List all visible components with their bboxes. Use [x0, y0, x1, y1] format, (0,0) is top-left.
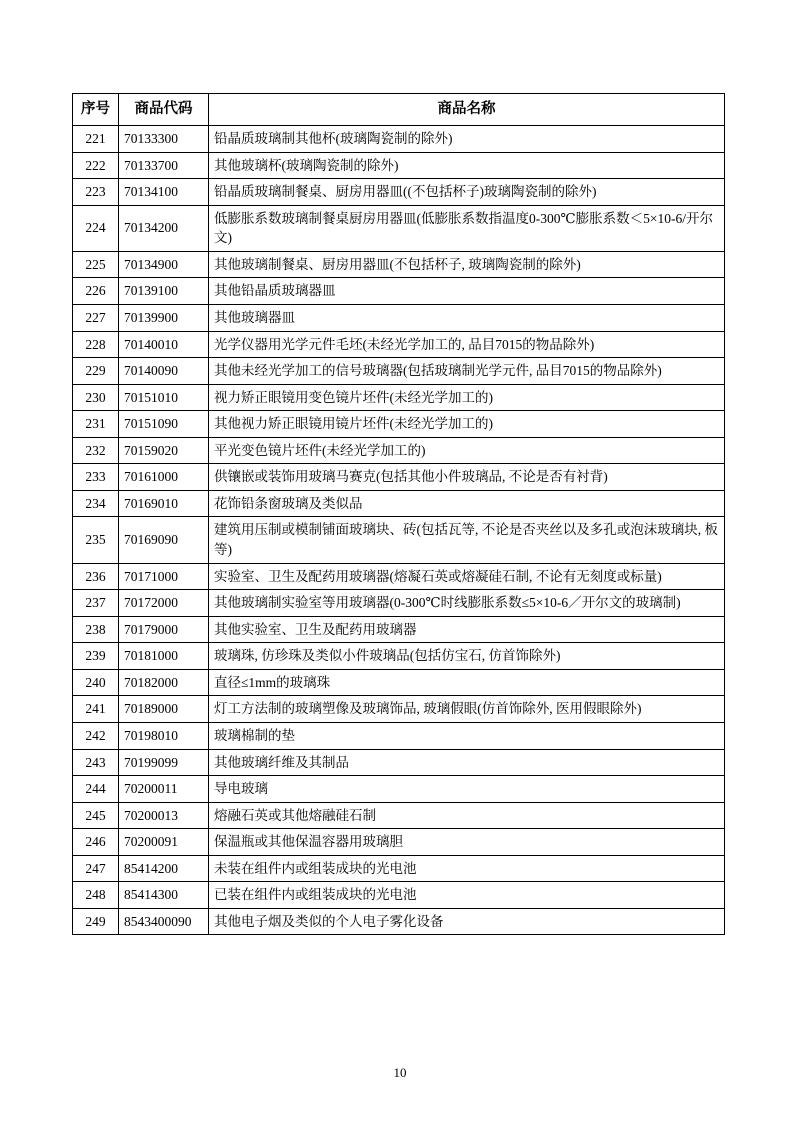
table-row [73, 304, 725, 331]
cell-seq: 225 [73, 251, 119, 278]
cell-code: 70134100 [119, 179, 209, 206]
cell-seq: 244 [73, 776, 119, 803]
goods-table [72, 93, 725, 935]
table-row [73, 563, 725, 590]
cell-seq: 229 [73, 358, 119, 385]
cell-name: 实验室、卫生及配药用玻璃器(熔凝石英或熔凝硅石制, 不论有无刻度或标量) [209, 563, 725, 590]
table-row [73, 643, 725, 670]
cell-code: 70139900 [119, 304, 209, 331]
cell-seq: 240 [73, 669, 119, 696]
cell-name: 铅晶质玻璃制其他杯(玻璃陶瓷制的除外) [209, 126, 725, 153]
table-row [73, 152, 725, 179]
cell-name: 其他实验室、卫生及配药用玻璃器 [209, 616, 725, 643]
cell-code: 70140090 [119, 358, 209, 385]
cell-code: 70200091 [119, 829, 209, 856]
table-row [73, 179, 725, 206]
cell-name: 光学仪器用光学元件毛坯(未经光学加工的, 品目7015的物品除外) [209, 331, 725, 358]
cell-code: 70161000 [119, 464, 209, 491]
cell-code: 85414300 [119, 882, 209, 909]
cell-seq: 231 [73, 411, 119, 438]
cell-code: 70171000 [119, 563, 209, 590]
cell-name: 其他视力矫正眼镜用镜片坯件(未经光学加工的) [209, 411, 725, 438]
cell-name: 其他玻璃制实验室等用玻璃器(0-300℃时线膨胀系数≤5×10-6／开尔文的玻璃制) [209, 590, 725, 617]
table-row [73, 437, 725, 464]
table-body [73, 126, 725, 935]
cell-seq: 228 [73, 331, 119, 358]
cell-seq: 227 [73, 304, 119, 331]
table-row [73, 696, 725, 723]
cell-seq: 232 [73, 437, 119, 464]
cell-name: 花饰铅条窗玻璃及类似品 [209, 490, 725, 517]
cell-seq: 235 [73, 517, 119, 563]
cell-seq: 241 [73, 696, 119, 723]
cell-seq: 248 [73, 882, 119, 909]
cell-seq: 236 [73, 563, 119, 590]
cell-name: 其他铅晶质玻璃器皿 [209, 278, 725, 305]
table-row [73, 126, 725, 153]
cell-code: 70200011 [119, 776, 209, 803]
table-row [73, 616, 725, 643]
cell-seq: 230 [73, 384, 119, 411]
cell-seq: 224 [73, 205, 119, 251]
cell-seq: 243 [73, 749, 119, 776]
table-row [73, 802, 725, 829]
table-row [73, 251, 725, 278]
table-row [73, 517, 725, 563]
cell-seq: 247 [73, 855, 119, 882]
table-row [73, 749, 725, 776]
table-row [73, 882, 725, 909]
cell-name: 视力矫正眼镜用变色镜片坯件(未经光学加工的) [209, 384, 725, 411]
cell-name: 其他未经光学加工的信号玻璃器(包括玻璃制光学元件, 品目7015的物品除外) [209, 358, 725, 385]
cell-name: 其他玻璃杯(玻璃陶瓷制的除外) [209, 152, 725, 179]
table-row [73, 278, 725, 305]
cell-code: 70134200 [119, 205, 209, 251]
table-row [73, 908, 725, 935]
cell-code: 70169090 [119, 517, 209, 563]
table-row [73, 855, 725, 882]
cell-code: 70172000 [119, 590, 209, 617]
cell-seq: 237 [73, 590, 119, 617]
cell-seq: 234 [73, 490, 119, 517]
cell-code: 70198010 [119, 722, 209, 749]
cell-name: 玻璃棉制的垫 [209, 722, 725, 749]
cell-name: 其他玻璃制餐桌、厨房用器皿(不包括杯子, 玻璃陶瓷制的除外) [209, 251, 725, 278]
column-header-name: 商品名称 [209, 94, 725, 126]
cell-code: 70159020 [119, 437, 209, 464]
cell-code: 70189000 [119, 696, 209, 723]
table-row [73, 205, 725, 251]
cell-seq: 245 [73, 802, 119, 829]
cell-code: 70199099 [119, 749, 209, 776]
cell-name: 灯工方法制的玻璃塑像及玻璃饰品, 玻璃假眼(仿首饰除外, 医用假眼除外) [209, 696, 725, 723]
table-row [73, 384, 725, 411]
cell-code: 85414200 [119, 855, 209, 882]
table-row [73, 331, 725, 358]
cell-code: 70133700 [119, 152, 209, 179]
cell-name: 直径≤1mm的玻璃珠 [209, 669, 725, 696]
cell-name: 未装在组件内或组装成块的光电池 [209, 855, 725, 882]
cell-seq: 242 [73, 722, 119, 749]
goods-table-container [72, 93, 724, 935]
cell-code: 70134900 [119, 251, 209, 278]
cell-seq: 221 [73, 126, 119, 153]
cell-name: 建筑用压制或模制铺面玻璃块、砖(包括瓦等, 不论是否夹丝以及多孔或泡沫玻璃块, 板等) [209, 517, 725, 563]
table-row [73, 590, 725, 617]
cell-code: 70139100 [119, 278, 209, 305]
cell-name: 平光变色镜片坯件(未经光学加工的) [209, 437, 725, 464]
table-header [73, 94, 725, 126]
table-header-row [73, 94, 725, 126]
page-number: 10 [393, 1065, 407, 1080]
cell-name: 供镶嵌或装饰用玻璃马赛克(包括其他小件玻璃品, 不论是否有衬背) [209, 464, 725, 491]
cell-code: 8543400090 [119, 908, 209, 935]
cell-seq: 249 [73, 908, 119, 935]
cell-name: 玻璃珠, 仿珍珠及类似小件玻璃品(包括仿宝石, 仿首饰除外) [209, 643, 725, 670]
table-row [73, 464, 725, 491]
cell-code: 70151090 [119, 411, 209, 438]
table-row [73, 358, 725, 385]
cell-name: 已装在组件内或组装成块的光电池 [209, 882, 725, 909]
cell-name: 保温瓶或其他保温容器用玻璃胆 [209, 829, 725, 856]
cell-name: 熔融石英或其他熔融硅石制 [209, 802, 725, 829]
cell-name: 铅晶质玻璃制餐桌、厨房用器皿((不包括杯子)玻璃陶瓷制的除外) [209, 179, 725, 206]
table-row [73, 722, 725, 749]
table-row [73, 829, 725, 856]
cell-code: 70182000 [119, 669, 209, 696]
table-row [73, 776, 725, 803]
table-row [73, 490, 725, 517]
cell-seq: 246 [73, 829, 119, 856]
cell-code: 70140010 [119, 331, 209, 358]
cell-seq: 222 [73, 152, 119, 179]
cell-seq: 238 [73, 616, 119, 643]
cell-seq: 233 [73, 464, 119, 491]
cell-name: 其他玻璃纤维及其制品 [209, 749, 725, 776]
table-row [73, 411, 725, 438]
cell-name: 其他电子烟及类似的个人电子雾化设备 [209, 908, 725, 935]
cell-seq: 226 [73, 278, 119, 305]
cell-name: 导电玻璃 [209, 776, 725, 803]
cell-name: 其他玻璃器皿 [209, 304, 725, 331]
cell-code: 70133300 [119, 126, 209, 153]
column-header-code: 商品代码 [119, 94, 209, 126]
table-row [73, 669, 725, 696]
cell-code: 70169010 [119, 490, 209, 517]
cell-code: 70179000 [119, 616, 209, 643]
cell-name: 低膨胀系数玻璃制餐桌厨房用器皿(低膨胀系数指温度0-300℃膨胀系数＜5×10-6/开尔文) [209, 205, 725, 251]
column-header-seq: 序号 [73, 94, 119, 126]
cell-code: 70151010 [119, 384, 209, 411]
cell-seq: 223 [73, 179, 119, 206]
cell-code: 70200013 [119, 802, 209, 829]
cell-seq: 239 [73, 643, 119, 670]
cell-code: 70181000 [119, 643, 209, 670]
